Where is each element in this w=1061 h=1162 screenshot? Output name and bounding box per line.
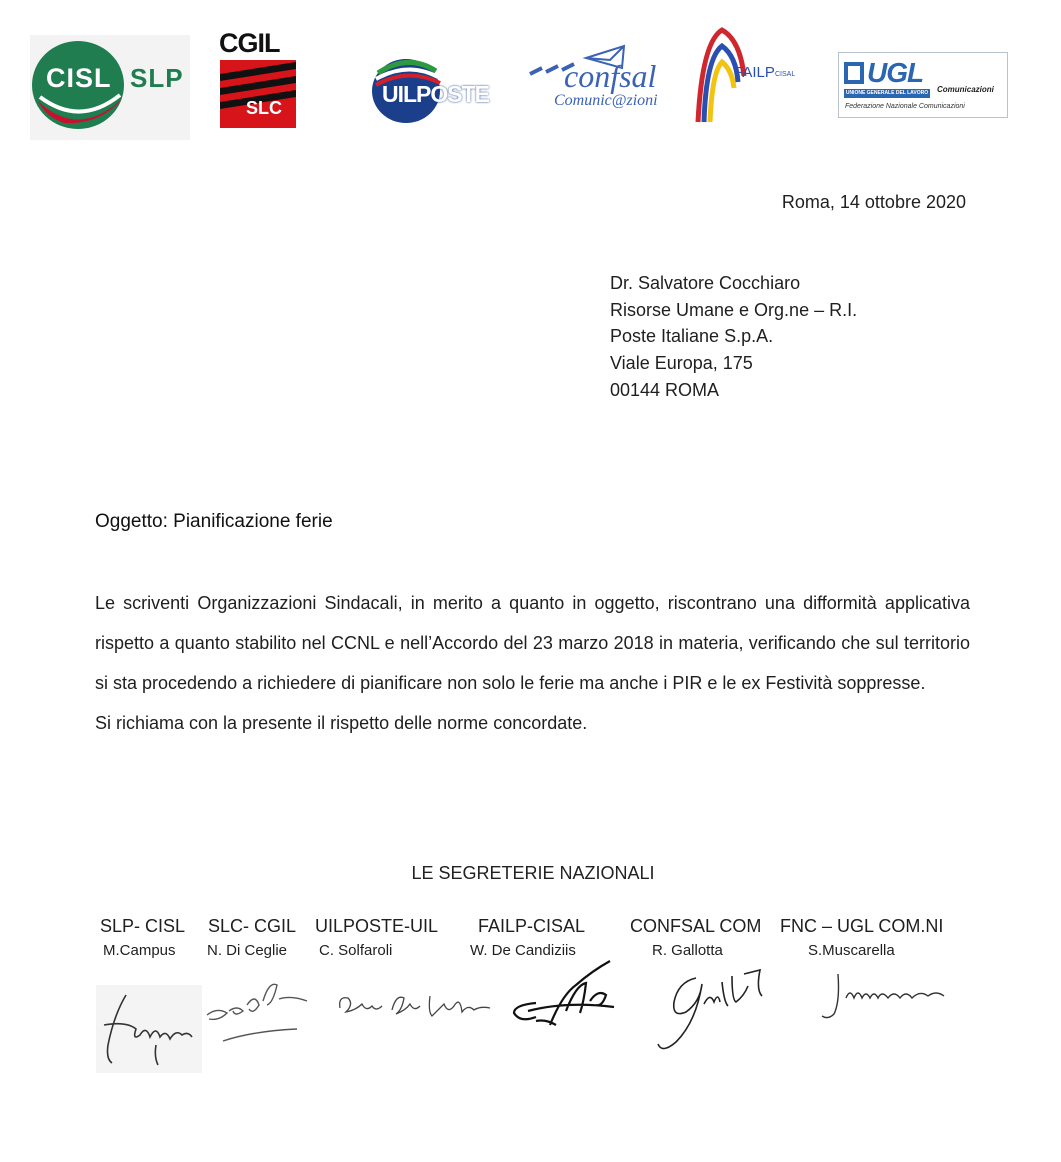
letter-subject: Oggetto: Pianificazione ferie <box>95 511 333 532</box>
cgil-logo-text: CGIL <box>219 28 280 58</box>
letter-body <box>95 583 970 743</box>
signatory-org: FAILP-CISAL <box>478 916 586 936</box>
address-line: Poste Italiane S.p.A. <box>610 326 774 347</box>
signature-campus <box>96 985 202 1073</box>
ugl-strip-text: UNIONE GENERALE DEL LAVORO <box>845 90 929 96</box>
closing-heading: LE SEGRETERIE NAZIONALI <box>411 863 655 883</box>
signatory-name: C. Solfaroli <box>319 942 393 959</box>
slc-logo-text: SLC <box>246 98 282 118</box>
signatory-name: N. Di Ceglie <box>207 942 288 959</box>
signatory-org: SLC- CGIL <box>208 916 297 936</box>
signature-solfaroli <box>334 988 494 1028</box>
signature-muscarella <box>816 968 948 1026</box>
signature-de-candiziis <box>506 955 622 1030</box>
ugl-logo-text: UGL <box>867 57 924 88</box>
address-line: Dr. Salvatore Cocchiaro <box>610 273 801 293</box>
signature-di-ceglie <box>203 975 315 1047</box>
failp-cisal-logo <box>692 22 802 126</box>
confsal-subtext: Comunic@zioni <box>554 92 658 109</box>
cgil-slc-logo <box>218 28 298 130</box>
failp-suffix-text: CISAL <box>775 71 796 78</box>
address-line: 00144 ROMA <box>610 379 720 400</box>
uilposte-logo <box>368 55 510 127</box>
signatory-name: M.Campus <box>103 942 176 959</box>
slp-logo-text: SLP <box>130 63 184 93</box>
cisl-slp-logo <box>30 35 190 140</box>
signatory-name: R. Gallotta <box>652 942 723 959</box>
confsal-logo <box>528 44 680 116</box>
ugl-side-text: Comunicazioni <box>937 85 994 94</box>
signature-gallotta <box>648 962 770 1054</box>
cisl-logo-text: CISL <box>46 63 112 93</box>
confsal-logo-text: confsal <box>564 58 657 94</box>
ugl-logo <box>838 52 1008 118</box>
signatory-name: S.Muscarella <box>808 942 895 959</box>
recipient-address <box>610 270 857 404</box>
signatory-org: CONFSAL COM <box>630 916 762 936</box>
address-line: Risorse Umane e Org.ne – R.I. <box>610 299 858 320</box>
ugl-caption: Federazione Nazionale Comunicazioni <box>845 103 965 110</box>
signatory-org: UILPOSTE-UIL <box>315 916 439 936</box>
ugl-square-icon <box>844 62 864 84</box>
body-closing-line: Si richiama con la presente il rispetto delle norme concordate. <box>95 713 588 733</box>
signatory-org: FNC – UGL COM.NI <box>780 916 944 936</box>
letter-date: Roma, 14 ottobre 2020 <box>781 192 966 212</box>
failp-logo-text: FAILP <box>734 64 775 81</box>
signatory-org: SLP- CISL <box>100 916 186 936</box>
body-paragraph: Le scriventi Organizzazioni Sindacali, in merito a quanto in oggetto, riscontrano una difformità applicativa rispetto a quanto stabilito nel CCNL e nell’Accordo del 23 marzo 2018 in materia, verificando che sul territorio si sta procedendo a richiedere di pianificare non solo le ferie ma anche i PIR e le ex Festività soppresse. <box>95 593 970 693</box>
signatory-name: W. De Candiziis <box>470 942 576 959</box>
address-line: Viale Europa, 175 <box>610 353 753 374</box>
uilposte-logo-text: UILPOSTE <box>382 81 490 107</box>
